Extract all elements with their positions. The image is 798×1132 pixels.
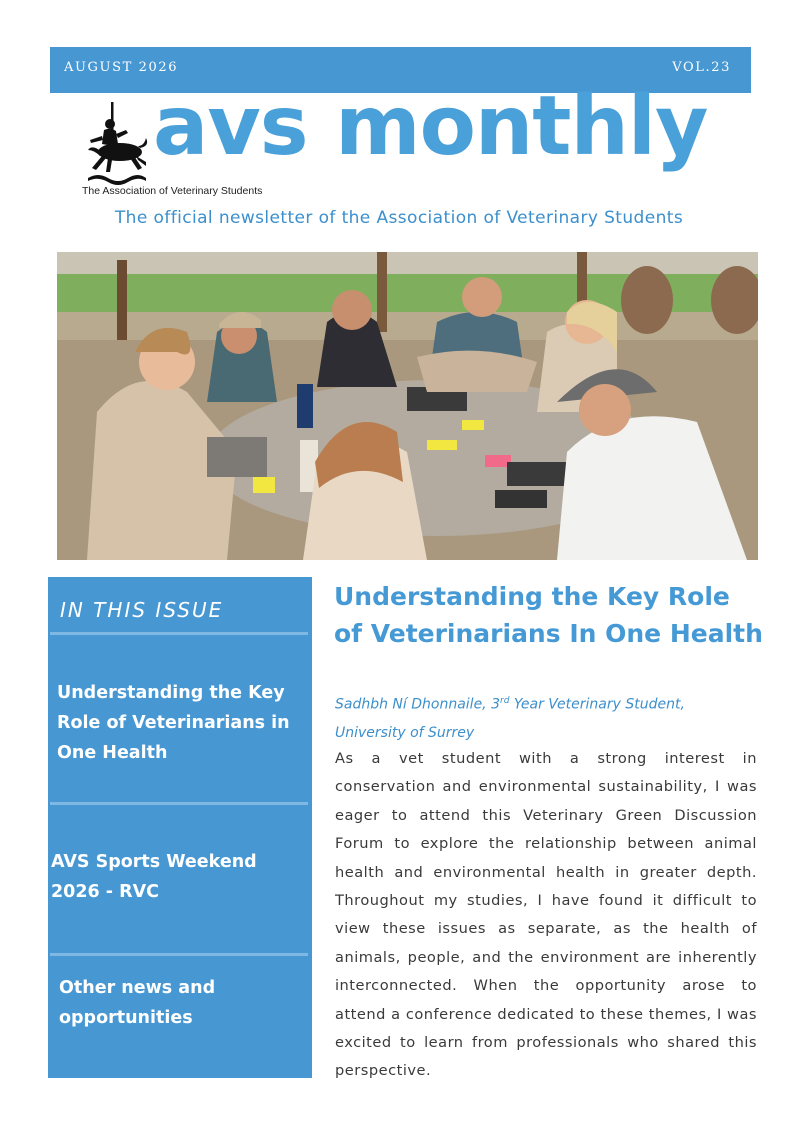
- author-year-suffix: rd: [500, 696, 510, 706]
- masthead-title: avs monthly: [153, 79, 708, 174]
- sidebar-item-sports-weekend[interactable]: AVS Sports Weekend 2026 - RVC: [51, 852, 257, 902]
- tagline: The official newsletter of the Association of Veterinary Students: [114, 208, 684, 228]
- sidebar-divider: [50, 802, 308, 805]
- event-photo: [57, 252, 758, 560]
- sidebar-divider: [50, 953, 308, 956]
- article-body: As a vet student with a strong interest in conservation and environmental sustainability, I was eager to attend this Veterinary Green Discussion Forum to explore the relationship between animal health and environmental health in greater depth. Throughout my studies, I have found it difficult to view these issues as separate, as the health of animals, people, and the environment are inherently interconnected. When the opportunity arose to attend a conference dedicated to these themes, I was excited to learn from professionals who shared this perspective.: [335, 750, 757, 1080]
- centaur-logo-icon: [80, 100, 150, 186]
- author-role: Year Veterinary Student,: [509, 696, 685, 713]
- sidebar-heading: IN THIS ISSUE: [60, 598, 224, 622]
- article-byline: [335, 687, 765, 747]
- issue-volume: VOL.23: [672, 59, 731, 75]
- issue-date: AUGUST 2026: [64, 59, 179, 75]
- sidebar-item-other-news[interactable]: Other news and opportunities: [59, 978, 216, 1028]
- author-name: Sadhbh Ní Dhonnaile, 3: [335, 696, 500, 713]
- article-title: Understanding the Key Role of Veterinarians In One Health: [334, 582, 763, 648]
- author-institution: University of Surrey: [335, 724, 475, 741]
- sidebar-item-one-health[interactable]: Understanding the Key Role of Veterinarians in One Health: [57, 683, 290, 763]
- byline-author: [335, 687, 765, 719]
- logo-caption: The Association of Veterinary Students: [82, 185, 263, 197]
- sidebar-divider: [50, 632, 308, 635]
- in-this-issue-sidebar: [48, 577, 312, 1078]
